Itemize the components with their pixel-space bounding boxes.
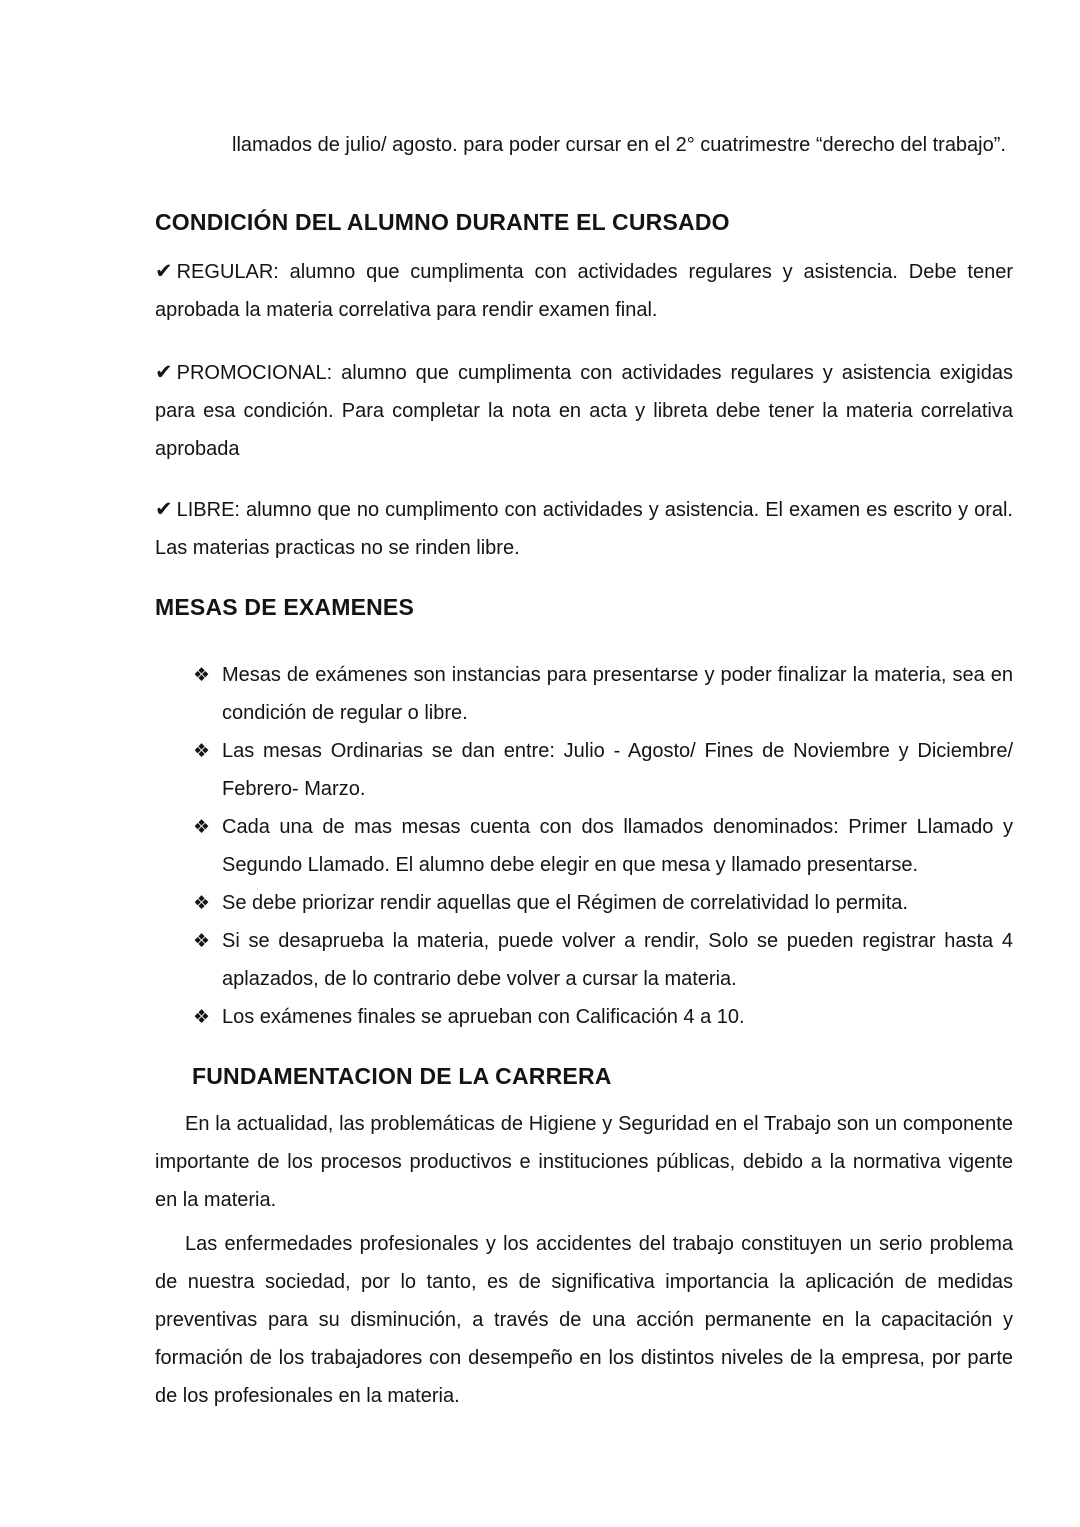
- heading-fundamentacion-carrera: FUNDAMENTACION DE LA CARRERA: [192, 1063, 612, 1089]
- bullet-item-text: Los exámenes finales se aprueban con Calificación 4 a 10.: [222, 1006, 745, 1028]
- check-item-libre-text: LIBRE: alumno que no cumplimento con actividades y asistencia. El examen es escrito y oral. Las materias practicas no se rinden libre.: [155, 499, 1013, 559]
- check-item-libre: [155, 490, 1013, 567]
- checkmark-icon: ✔: [155, 497, 173, 521]
- mesas-bullet-list: [193, 656, 1013, 1036]
- checkmark-icon: ✔: [155, 259, 173, 283]
- bullet-item-text: Las mesas Ordinarias se dan entre: Julio - Agosto/ Fines de Noviembre y Diciembre/ Febrero- Marzo.: [222, 740, 1013, 800]
- diamond-bullet-icon: ❖: [193, 1006, 211, 1028]
- diamond-bullet-icon: ❖: [193, 816, 211, 838]
- heading-mesas-de-examenes: MESAS DE EXAMENES: [155, 594, 415, 620]
- bullet-item-text: Si se desaprueba la materia, puede volver a rendir, Solo se pueden registrar hasta 4 aplazados, de lo contrario debe volver a cursar la materia.: [222, 930, 1013, 990]
- bullet-item: [193, 884, 1013, 922]
- diamond-bullet-icon: ❖: [193, 892, 211, 914]
- check-item-regular: [155, 252, 1013, 329]
- fundamentacion-paragraph-2: Las enfermedades profesionales y los accidentes del trabajo constituyen un serio problema de nuestra sociedad, por lo tanto, es de significativa importancia la aplicación de medidas preventivas para su disminución, a través de una acción permanente en la capacitación y formación de los trabajadores con desempeño en los distintos niveles de la empresa, por parte de los profesionales en la materia.: [155, 1233, 1013, 1407]
- heading-condicion-del-alumno: CONDICIÓN DEL ALUMNO DURANTE EL CURSADO: [155, 209, 730, 235]
- bullet-item-text: Se debe priorizar rendir aquellas que el Régimen de correlatividad lo permita.: [222, 892, 908, 914]
- check-item-promocional-text: PROMOCIONAL: alumno que cumplimenta con actividades regulares y asistencia exigidas para esa condición. Para completar la nota en acta y libreta debe tener la materia correlativa aprobada: [155, 362, 1013, 460]
- paragraph-continuation: llamados de julio/ agosto. para poder cursar en el 2° cuatrimestre “derecho del trabajo”.: [232, 134, 1006, 156]
- diamond-bullet-icon: ❖: [193, 930, 211, 952]
- bullet-item: [193, 922, 1013, 998]
- fundamentacion-paragraph-1: En la actualidad, las problemáticas de Higiene y Seguridad en el Trabajo son un componente importante de los procesos productivos e instituciones públicas, debido a la normativa vigente en la materia.: [155, 1113, 1013, 1211]
- diamond-bullet-icon: ❖: [193, 740, 211, 762]
- diamond-bullet-icon: ❖: [193, 664, 211, 686]
- bullet-item: [193, 998, 1013, 1036]
- check-item-regular-text: REGULAR: alumno que cumplimenta con actividades regulares y asistencia. Debe tener aprobada la materia correlativa para rendir examen final.: [155, 261, 1013, 321]
- checkmark-icon: ✔: [155, 360, 173, 384]
- bullet-item-text: Mesas de exámenes son instancias para presentarse y poder finalizar la materia, sea en condición de regular o libre.: [222, 664, 1013, 724]
- bullet-item: [193, 732, 1013, 808]
- bullet-item-text: Cada una de mas mesas cuenta con dos llamados denominados: Primer Llamado y Segundo Llamado. El alumno debe elegir en que mesa y llamado presentarse.: [222, 816, 1013, 876]
- check-item-promocional: [155, 353, 1013, 468]
- bullet-item: [193, 808, 1013, 884]
- bullet-item: [193, 656, 1013, 732]
